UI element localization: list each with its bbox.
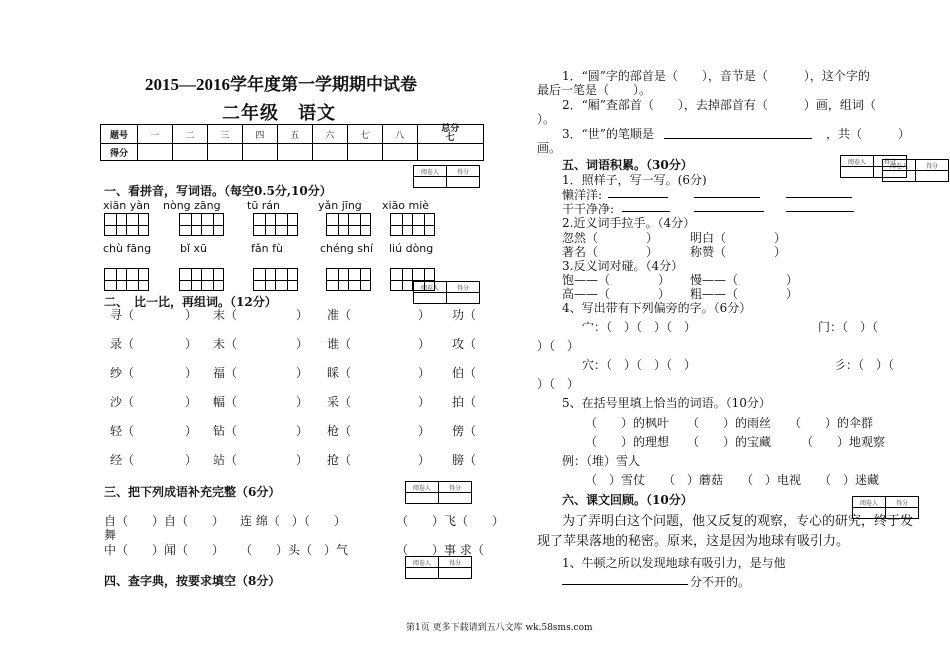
- compare-close: ）: [296, 308, 309, 322]
- score-cell: 七: [347, 125, 382, 144]
- answer-line[interactable]: [694, 211, 764, 212]
- pinyin: bǐ xū: [180, 242, 208, 255]
- compare-char[interactable]: 站（: [213, 453, 238, 467]
- s5-p4: 4、写出带有下列偏旁的字。（6分）: [562, 301, 752, 315]
- idiom-blank[interactable]: （ ）头（ ）气: [240, 543, 349, 557]
- compare-char[interactable]: 膀（: [452, 453, 477, 467]
- compare-close: ）: [185, 424, 198, 438]
- q-shi-1: 3．“世”的笔顺是: [562, 127, 654, 141]
- pinyin: chéng shí: [320, 242, 373, 255]
- compare-char[interactable]: 拍（: [452, 395, 477, 409]
- footer: 第1页 更多下载请到五八文库 wk.58sms.com: [406, 623, 593, 633]
- score-row-header: [101, 125, 484, 144]
- compare-char[interactable]: 睬（: [327, 366, 352, 380]
- score-row-values: [101, 144, 484, 161]
- compare-close: ）: [418, 453, 431, 467]
- writing-grid[interactable]: [104, 268, 148, 291]
- writing-grid[interactable]: [253, 213, 297, 236]
- radical-blank[interactable]: 穴：（ ）（ ）（ ）: [582, 358, 697, 372]
- score-cell: 一: [138, 125, 173, 144]
- compare-char[interactable]: 准（: [327, 308, 352, 322]
- radical-blank[interactable]: 彡：（ ）（: [834, 358, 895, 372]
- q-yuan-1: 1．“圆”字的部首是（ ），音节是（ ），这个字的: [562, 69, 870, 83]
- antonym[interactable]: 慢——（ ）: [690, 273, 799, 287]
- writing-grid[interactable]: [179, 213, 223, 236]
- compare-char[interactable]: 抢（: [327, 453, 352, 467]
- section-6-heading: 六、课文回顾。（10分）: [562, 493, 693, 507]
- pinyin: chù fāng: [103, 242, 152, 255]
- radical-blank[interactable]: 宀：（ ）（ ）（ ）: [582, 320, 697, 334]
- section-1-heading: 一、看拼音，写词语。（每空0.5分,10分）: [104, 184, 332, 198]
- radical-blank[interactable]: 门：（ ）（: [818, 320, 879, 334]
- grader-box: 阅卷人 得分: [413, 165, 480, 188]
- fill-row[interactable]: （ ）的枫叶 （ ）的雨丝 （ ）的伞群: [585, 416, 874, 430]
- idiom-char: 舞: [104, 528, 117, 542]
- radical-cont[interactable]: ）（ ）: [537, 339, 580, 353]
- compare-close: ）: [418, 424, 431, 438]
- pinyin: fǎn fù: [251, 242, 283, 255]
- score-cell: 三: [207, 125, 242, 144]
- pinyin: nòng zāng: [163, 199, 221, 212]
- fill-example: 例：（堆）雪人: [562, 454, 641, 468]
- compare-char[interactable]: 钻（: [213, 424, 238, 438]
- compare-close: ）: [418, 395, 431, 409]
- s5-p5: 5、在括号里填上恰当的词语。（10分）: [562, 396, 771, 410]
- grader-box: 阅卷人 得分: [852, 496, 919, 519]
- answer-line[interactable]: [786, 211, 854, 212]
- score-cell: 五: [277, 125, 312, 144]
- answer-line[interactable]: [664, 138, 812, 139]
- idiom-blank[interactable]: 中（ ）闻（ ）: [104, 543, 225, 557]
- s6-q1: 1、牛顿之所以发现地球有吸引力，是与他: [562, 556, 786, 570]
- q-shi-2: ，共（ ）: [826, 127, 911, 141]
- answer-line[interactable]: [608, 197, 668, 198]
- grader-box: 阅卷人 得分: [882, 159, 949, 182]
- compare-close: ）: [185, 337, 198, 351]
- compare-close: ）: [296, 424, 309, 438]
- synonym[interactable]: 忽然（ ）: [562, 231, 659, 245]
- score-cell: 题号: [101, 125, 138, 144]
- compare-close: ）: [185, 366, 198, 380]
- antonym[interactable]: 高——（ ）: [562, 287, 671, 301]
- writing-grid[interactable]: [326, 268, 370, 291]
- q-xiang-1: 2．“厢”查部首（ ），去掉部首有（ ）画，组词（: [562, 98, 876, 112]
- s5-p1: 1．照样子，写一写。(6分): [562, 173, 707, 187]
- writing-grid[interactable]: [390, 213, 434, 236]
- compare-char[interactable]: 谁（: [327, 337, 352, 351]
- antonym[interactable]: 饱——（ ）: [562, 273, 671, 287]
- pinyin: yǎn jīng: [318, 199, 362, 212]
- writing-grid[interactable]: [179, 268, 223, 291]
- score-cell: 八: [382, 125, 417, 144]
- q-xiang-2: ）。: [537, 112, 556, 126]
- section-2-heading: 二、 比一比，再组词。（12分）: [104, 295, 277, 309]
- idiom-blank[interactable]: 连 绵（ ）（ ）: [240, 514, 346, 528]
- q-shi-3: 画。: [537, 141, 562, 155]
- answer-line[interactable]: [694, 197, 760, 198]
- idiom-blank[interactable]: （ ）事 求（: [396, 543, 484, 557]
- compare-char[interactable]: 福（: [213, 366, 238, 380]
- idiom-blank[interactable]: （ ）飞（ ）: [396, 514, 505, 528]
- compare-char[interactable]: 幅（: [213, 395, 238, 409]
- example-label: 干干净净:: [562, 202, 615, 216]
- grader-box: 阅卷人 得分: [840, 155, 907, 178]
- pinyin: liú dòng: [389, 242, 434, 255]
- synonym[interactable]: 著名（ ）: [562, 245, 659, 259]
- page-title: 2015—2016学年度第一学期期中试卷: [145, 75, 417, 94]
- compare-close: ）: [185, 308, 198, 322]
- s6-q1b: 分不开的。: [690, 575, 751, 589]
- section-4-heading: 四、查字典，按要求填空（8分）: [104, 574, 281, 588]
- compare-close: ）: [418, 366, 431, 380]
- score-cell: 得分: [101, 144, 138, 161]
- compare-char[interactable]: 末（: [213, 308, 238, 322]
- compare-close: ）: [296, 395, 309, 409]
- writing-grid[interactable]: [326, 213, 370, 236]
- compare-char[interactable]: 经（: [110, 453, 135, 467]
- compare-char[interactable]: 沙（: [110, 395, 135, 409]
- section-5-heading: 五、词语积累。（30分）: [562, 158, 693, 172]
- answer-line[interactable]: [786, 197, 852, 198]
- grade-subject: 二年级 语文: [222, 103, 336, 124]
- passage-line: 现了苹果落地的秘密。原来，这是因为地球有吸引力。: [537, 534, 850, 549]
- radical-cont[interactable]: ）（ ）: [537, 377, 580, 391]
- score-cell: 二: [172, 125, 207, 144]
- compare-close: ）: [296, 453, 309, 467]
- grader-box: 阅卷人 得分: [405, 556, 472, 579]
- passage-line: 为了弄明白这个问题，他又反复的观察，专心的研究，终于发: [562, 514, 914, 529]
- score-table: [100, 124, 484, 161]
- idiom-blank[interactable]: 自（ ）自（ ）: [104, 514, 225, 528]
- compare-char[interactable]: 采（: [327, 395, 352, 409]
- fill-row[interactable]: （ ）的理想 （ ）的宝藏 （ ）地观察: [585, 435, 886, 449]
- compare-char[interactable]: 枪（: [327, 424, 352, 438]
- synonym[interactable]: 称赞（ ）: [690, 245, 787, 259]
- pinyin: xiāo miè: [382, 199, 430, 212]
- compare-close: ）: [185, 453, 198, 467]
- q-yuan-2: 最后一笔是（ ）。: [537, 83, 652, 97]
- compare-char[interactable]: 轻（: [110, 424, 135, 438]
- pinyin: xiān yàn: [103, 199, 150, 212]
- s5-p2: 2.近义词手拉手。（4分）: [562, 216, 696, 230]
- compare-char[interactable]: 攻（: [452, 337, 477, 351]
- writing-grid[interactable]: [390, 268, 434, 291]
- compare-char[interactable]: 功（: [452, 308, 477, 322]
- score-cell: 四: [242, 125, 277, 144]
- compare-close: ）: [296, 337, 309, 351]
- score-cell: 六: [312, 125, 347, 144]
- compare-char[interactable]: 未（: [213, 337, 238, 351]
- answer-line[interactable]: [622, 211, 670, 212]
- example-label: 懒洋洋:: [562, 188, 603, 202]
- compare-close: ）: [418, 308, 431, 322]
- compare-close: ）: [296, 366, 309, 380]
- grader-box: 阅卷人 得分: [413, 281, 480, 304]
- s5-p3: 3.反义词对碰。（4分）: [562, 259, 684, 273]
- pinyin: tū rán: [247, 199, 281, 212]
- compare-char[interactable]: 录（: [110, 337, 135, 351]
- compare-char[interactable]: 寻（: [110, 308, 135, 322]
- compare-close: ）: [185, 395, 198, 409]
- compare-char[interactable]: 伯（: [452, 366, 477, 380]
- score-cell: 总分 七: [417, 125, 483, 144]
- grader-box: 阅卷人 得分: [405, 481, 472, 504]
- answer-line[interactable]: [562, 584, 688, 585]
- writing-grid[interactable]: [253, 268, 297, 291]
- compare-close: ）: [418, 337, 431, 351]
- antonym[interactable]: 粗——（ ）: [690, 287, 799, 301]
- synonym[interactable]: 明白（ ）: [690, 231, 787, 245]
- compare-char[interactable]: 纱（: [110, 366, 135, 380]
- writing-grid[interactable]: [104, 213, 148, 236]
- fill-row[interactable]: （ ）雪仗 （ ）蘑菇 （ ）电视 （ ）迷藏: [585, 473, 880, 487]
- section-3-heading: 三、把下列成语补充完整（6分）: [104, 485, 281, 499]
- compare-char[interactable]: 傍（: [452, 424, 477, 438]
